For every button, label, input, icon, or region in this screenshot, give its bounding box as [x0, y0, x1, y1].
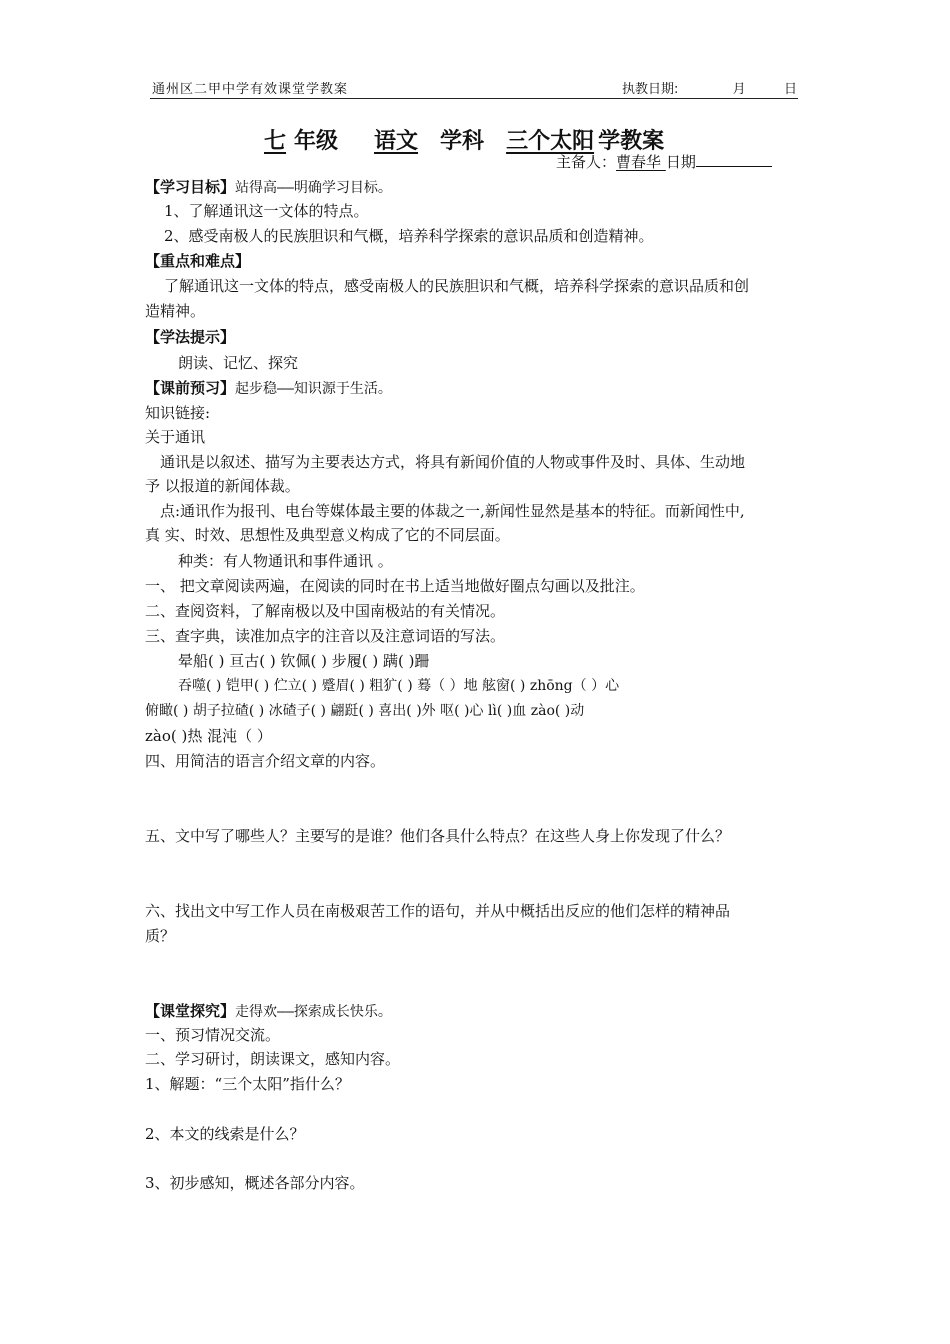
preparer-label: 主备人： — [556, 153, 617, 171]
teaching-date-day: 日 — [783, 82, 797, 97]
teaching-date — [622, 78, 797, 97]
preview-slogan: 起步稳——知识源于生活。 — [235, 381, 392, 397]
explore-heading: 【课堂探究】 — [145, 1002, 236, 1020]
knowledge-link: 知识链接: — [145, 404, 211, 422]
title-grade-suffix: 年级 — [294, 129, 339, 154]
title-subject-suffix: 学科 — [440, 129, 485, 154]
goal-item-2: 2、感受南极人的民族胆识和气概，培养科学探索的意识品质和创造精神。 — [164, 227, 654, 245]
explore-question-3: 3、初步感知，概述各部分内容。 — [145, 1174, 365, 1192]
key-points-text-1: 了解通讯这一文体的特点，感受南极人的民族胆识和气概，培养科学探索的意识品质和创 — [164, 277, 750, 295]
word-list-3: 俯瞰( ) 胡子拉碴( ) 冰碴子( ) 翩跹( ) 喜出( )外 呕( )心 lì( )血 zào( )动 — [145, 703, 585, 719]
preview-task-4: 四、用简洁的语言介绍文章的内容。 — [145, 752, 386, 770]
preview-task-5: 五、文中写了哪些人？主要写的是谁？他们各具什么特点？在这些人身上你发现了什么？ — [145, 827, 731, 845]
preparer-date-blank — [696, 152, 772, 167]
explore-question-1: 1、解题：“三个太阳”指什么？ — [145, 1075, 350, 1093]
method-heading: 【学法提示】 — [145, 328, 236, 346]
feature-line-2: 真 实、时效、思想性及典型意义构成了它的不同层面。 — [145, 526, 510, 544]
title-grade: 七 — [264, 129, 287, 154]
explore-item-2: 二、学习研讨，朗读课文，感知内容。 — [145, 1050, 401, 1068]
word-list-4: zào( )热 混沌（ ） — [145, 727, 272, 745]
preview-heading-line — [145, 377, 392, 400]
preview-heading: 【课前预习】 — [145, 379, 236, 397]
preview-task-6-line-1: 六、找出文中写工作人员在南极艰苦工作的语句，并从中概括出反应的他们怎样的精神品 — [145, 902, 731, 920]
key-points-heading: 【重点和难点】 — [145, 252, 251, 270]
explore-heading-line — [145, 1000, 392, 1023]
explore-question-2: 2、本文的线索是什么？ — [145, 1125, 305, 1143]
title-lesson: 三个太阳 — [506, 129, 595, 154]
explore-item-1: 一、预习情况交流。 — [145, 1026, 281, 1044]
teaching-date-label: 执教日期: — [622, 82, 679, 97]
preview-task-2: 二、查阅资料，了解南极以及中国南极站的有关情况。 — [145, 602, 506, 620]
title-subject: 语文 — [374, 129, 419, 154]
preview-task-3: 三、查字典，读准加点字的注音以及注意词语的写法。 — [145, 627, 506, 645]
goals-heading: 【学习目标】 — [145, 178, 236, 196]
teaching-date-month: 月 — [732, 82, 746, 97]
preview-task-1: 一、 把文章阅读两遍，在阅读的同时在书上适当地做好圈点勾画以及批注。 — [145, 577, 645, 595]
word-list-2: 吞噬( ) 铠甲( ) 伫立( ) 蹙眉( ) 粗犷( ) 蓦（ ）地 舷窗( ) zhōng（ ）心 — [178, 678, 620, 694]
school-name: 通州区二甲中学有效课堂学教案 — [152, 82, 349, 97]
word-list-1: 晕船( ) 亘古( ) 钦佩( ) 步履( ) 蹒( )跚 — [178, 652, 430, 670]
goal-item-1: 1、了解通讯这一文体的特点。 — [164, 202, 369, 220]
preview-task-6-line-2: 质？ — [145, 927, 176, 945]
about-tongxun: 关于通讯 — [145, 428, 206, 446]
definition-line-2: 予 以报道的新闻体裁。 — [145, 477, 300, 495]
goals-slogan: 站得高——明确学习目标。 — [235, 180, 392, 196]
goals-heading-line — [145, 176, 392, 199]
feature-line-1: 点:通讯作为报刊、电台等媒体最主要的体裁之一,新闻性显然是基本的特征。而新闻性中, — [160, 502, 745, 520]
key-points-text-2: 造精神。 — [145, 302, 206, 320]
method-text: 朗读、记忆、探究 — [178, 354, 299, 372]
title-suffix: 学教案 — [598, 129, 665, 154]
page-header — [150, 78, 798, 99]
preparer-name: 曹春华 — [616, 153, 662, 171]
preparer-line — [556, 151, 772, 172]
explore-slogan: 走得欢——探索成长快乐。 — [235, 1004, 392, 1020]
definition-line-1: 通讯是以叙述、描写为主要表达方式，将具有新闻价值的人物或事件及时、具体、生动地 — [160, 453, 746, 471]
preparer-date-label: 日期 — [665, 153, 696, 171]
types-line: 种类：有人物通讯和事件通讯 。 — [178, 552, 393, 570]
